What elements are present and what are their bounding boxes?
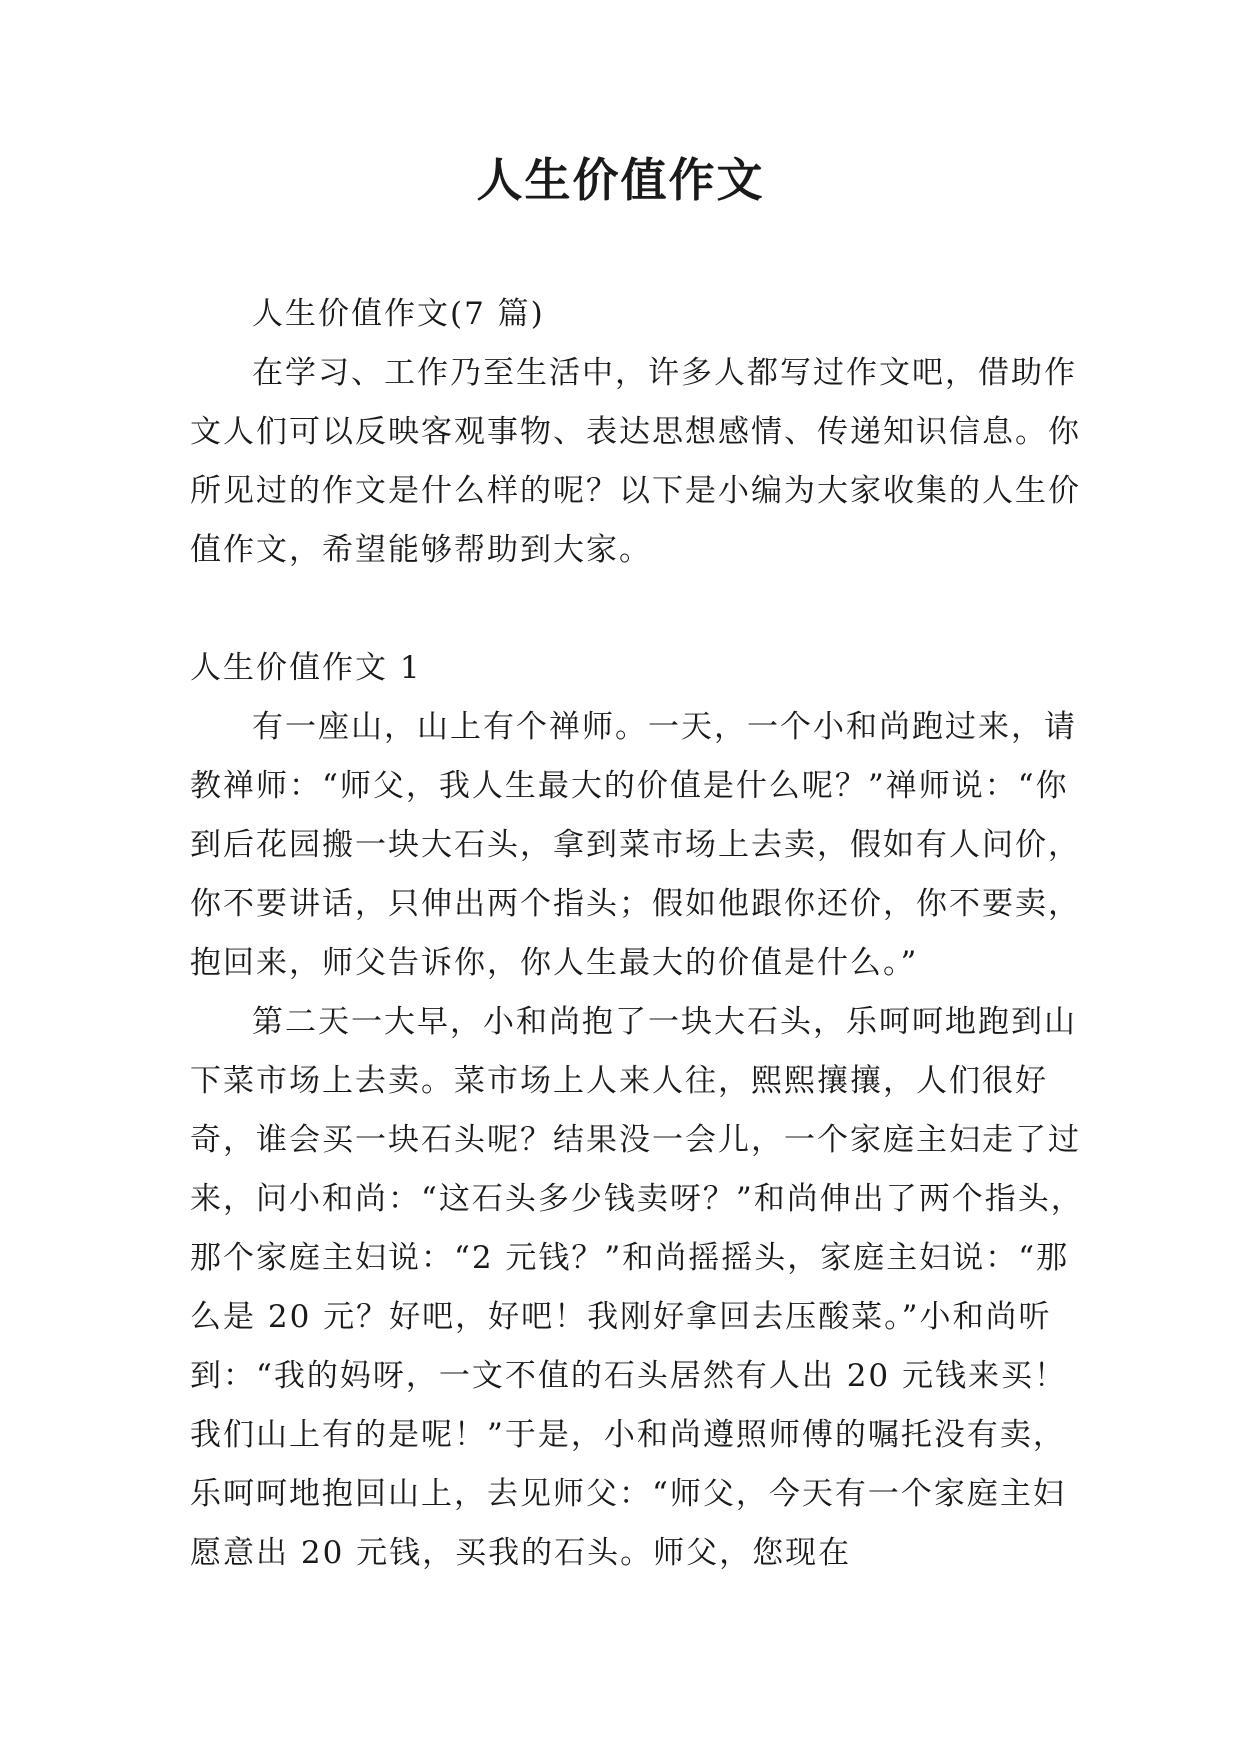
section-spacer	[190, 580, 1090, 639]
document-body	[190, 285, 1090, 1583]
document-subtitle: 人生价值作文(7 篇)	[252, 296, 545, 332]
story-paragraph-2: 第二天一大早，小和尚抱了一块大石头，乐呵呵地跑到山下菜市场上去卖。菜市场上人来人往，熙熙攘攘，人们很好奇，谁会买一块石头呢？结果没一会儿，一个家庭主妇走了过来，问小和尚：“这石头多少钱卖呀？”和尚伸出了两个指头，那个家庭主妇说：“2 元钱？”和尚摇摇头，家庭主妇说：“那么是 20 元？好吧，好吧！我刚好拿回去压酸菜。”小和尚听到：“我的妈呀，一文不值的石头居然有人出 20 元钱来买！我们山上有的是呢！”于是，小和尚遵照师傅的嘱托没有卖，乐呵呵地抱回山上，去见师父：“师父，今天有一个家庭主妇愿意出 20 元钱，买我的石头。师父，您现在	[190, 1004, 1084, 1571]
story-paragraph-1: 有一座山，山上有个禅师。一天，一个小和尚跑过来，请教禅师：“师父，我人生最大的价值是什么呢？”禅师说：“你到后花园搬一块大石头，拿到菜市场上去卖，假如有人问价，你不要讲话，只伸出两个指头；假如他跟你还价，你不要卖，抱回来，师父告诉你，你人生最大的价值是什么。”	[190, 709, 1081, 981]
document-title: 人生价值作文	[476, 153, 765, 207]
intro-paragraph: 在学习、工作乃至生活中，许多人都写过作文吧，借助作文人们可以反映客观事物、表达思想感情、传递知识信息。你所见过的作文是什么样的呢？以下是小编为大家收集的人生价值作文，希望能够帮助到大家。	[190, 355, 1081, 568]
section-heading: 人生价值作文 1	[190, 650, 422, 686]
